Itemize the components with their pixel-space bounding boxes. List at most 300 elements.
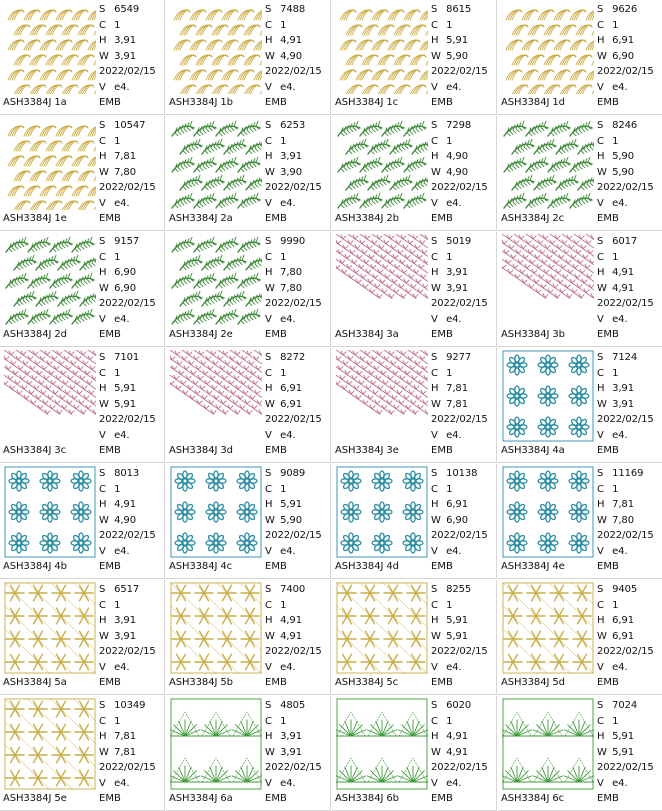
file-format: EMB (431, 793, 453, 804)
color-count: C 1 (265, 19, 287, 31)
design-filename: ASH3384J 4a (501, 445, 565, 456)
design-thumbnail[interactable] (502, 350, 594, 442)
design-filename: ASH3384J 3e (335, 445, 399, 456)
design-thumbnail[interactable] (336, 350, 428, 442)
design-thumbnail[interactable] (336, 698, 428, 790)
design-thumbnail[interactable] (336, 582, 428, 674)
design-metadata (265, 234, 329, 328)
design-width: W 3,91 (431, 282, 468, 294)
format-version: V e4. (597, 777, 628, 789)
color-count: C 1 (99, 135, 121, 147)
design-thumbnail[interactable] (4, 2, 96, 94)
format-version: V e4. (99, 777, 130, 789)
design-thumbnail[interactable] (170, 118, 262, 210)
format-version: V e4. (431, 81, 462, 93)
design-width: W 6,90 (597, 50, 634, 62)
color-count: C 1 (597, 19, 619, 31)
design-tile-4[interactable] (0, 116, 165, 231)
format-version: V e4. (99, 661, 130, 673)
design-date: 2022/02/15 (99, 66, 156, 78)
design-tile-16[interactable] (0, 464, 165, 579)
design-width: W 5,91 (597, 746, 634, 758)
color-count: C 1 (99, 251, 121, 263)
design-metadata (265, 350, 329, 444)
design-filename: ASH3384J 5d (501, 677, 565, 688)
design-tile-17[interactable] (166, 464, 331, 579)
design-metadata (265, 582, 329, 676)
design-thumbnail[interactable] (4, 698, 96, 790)
design-thumbnail[interactable] (4, 118, 96, 210)
design-filename: ASH3384J 5c (335, 677, 399, 688)
design-date: 2022/02/15 (99, 298, 156, 310)
design-metadata (431, 234, 495, 328)
design-tile-6[interactable] (332, 116, 497, 231)
design-metadata (597, 466, 661, 560)
stitch-count: S 8272 (265, 352, 306, 363)
stitch-count: S 9089 (265, 468, 306, 479)
color-count: C 1 (99, 483, 121, 495)
design-width: W 3,91 (99, 630, 136, 642)
design-tile-27[interactable] (498, 696, 662, 811)
design-thumbnail[interactable] (336, 2, 428, 94)
design-width: W 6,90 (431, 514, 468, 526)
design-tile-0[interactable] (0, 0, 165, 115)
design-date: 2022/02/15 (99, 414, 156, 426)
format-version: V e4. (431, 197, 462, 209)
design-thumbnail[interactable] (4, 350, 96, 442)
design-thumbnail[interactable] (170, 698, 262, 790)
design-date: 2022/02/15 (597, 762, 654, 774)
pattern-swirl-graphic (4, 2, 96, 94)
design-date: 2022/02/15 (597, 298, 654, 310)
design-width: W 5,90 (265, 514, 302, 526)
design-thumbnail[interactable] (4, 234, 96, 326)
design-metadata (431, 350, 495, 444)
color-count: C 1 (265, 599, 287, 611)
design-tile-14[interactable] (332, 348, 497, 463)
design-tile-18[interactable] (332, 464, 497, 579)
design-thumbnail[interactable] (502, 2, 594, 94)
file-format: EMB (597, 445, 619, 456)
file-format: EMB (431, 329, 453, 340)
design-width: W 3,91 (265, 746, 302, 758)
pattern-star-graphic (502, 582, 594, 674)
design-filename: ASH3384J 2d (3, 329, 67, 340)
file-format: EMB (265, 561, 287, 572)
design-thumbnail[interactable] (502, 582, 594, 674)
pattern-star-graphic (4, 698, 96, 790)
design-date: 2022/02/15 (99, 530, 156, 542)
design-tile-8[interactable] (0, 232, 165, 347)
pattern-leaf-graphic (170, 118, 262, 210)
file-format: EMB (431, 677, 453, 688)
pattern-leaf-graphic (170, 234, 262, 326)
design-filename: ASH3384J 5e (3, 793, 67, 804)
design-height: H 5,91 (265, 499, 302, 511)
pattern-fan-graphic (336, 698, 428, 790)
design-metadata (99, 234, 163, 328)
stitch-count: S 7488 (265, 4, 306, 15)
format-version: V e4. (597, 81, 628, 93)
stitch-count: S 8246 (597, 120, 638, 131)
design-thumbnail[interactable] (4, 466, 96, 558)
design-thumbnail[interactable] (336, 234, 428, 326)
design-tile-19[interactable] (498, 464, 662, 579)
design-tile-7[interactable] (498, 116, 662, 231)
pattern-pine-graphic (170, 350, 262, 442)
design-thumbnail[interactable] (170, 582, 262, 674)
stitch-count: S 8615 (431, 4, 472, 15)
design-date: 2022/02/15 (597, 66, 654, 78)
format-version: V e4. (265, 197, 296, 209)
file-format: EMB (597, 97, 619, 108)
design-tile-5[interactable] (166, 116, 331, 231)
design-filename: ASH3384J 6c (501, 793, 565, 804)
design-thumbnail[interactable] (170, 466, 262, 558)
design-date: 2022/02/15 (431, 298, 488, 310)
design-thumbnail[interactable] (336, 466, 428, 558)
design-height: H 5,91 (431, 35, 468, 47)
pattern-swirl-graphic (502, 2, 594, 94)
design-metadata (431, 582, 495, 676)
design-width: W 5,91 (431, 630, 468, 642)
stitch-count: S 7124 (597, 352, 638, 363)
format-version: V e4. (99, 81, 130, 93)
pattern-pine-graphic (336, 350, 428, 442)
design-tile-24[interactable] (0, 696, 165, 811)
color-count: C 1 (431, 367, 453, 379)
color-count: C 1 (265, 483, 287, 495)
format-version: V e4. (265, 313, 296, 325)
design-metadata (431, 118, 495, 212)
file-format: EMB (265, 445, 287, 456)
stitch-count: S 11169 (597, 468, 644, 479)
format-version: V e4. (431, 313, 462, 325)
design-metadata (265, 118, 329, 212)
design-tile-1[interactable] (166, 0, 331, 115)
stitch-count: S 9157 (99, 236, 140, 247)
file-format: EMB (431, 97, 453, 108)
design-tile-12[interactable] (0, 348, 165, 463)
design-width: W 7,80 (265, 282, 302, 294)
design-tile-2[interactable] (332, 0, 497, 115)
design-date: 2022/02/15 (265, 298, 322, 310)
design-filename: ASH3384J 1e (3, 213, 67, 224)
design-metadata (265, 698, 329, 792)
pattern-swirl-graphic (336, 2, 428, 94)
stitch-count: S 7101 (99, 352, 140, 363)
design-thumbnail[interactable] (170, 234, 262, 326)
stitch-count: S 10138 (431, 468, 478, 479)
design-height: H 3,91 (431, 267, 468, 279)
color-count: C 1 (597, 483, 619, 495)
format-version: V e4. (597, 545, 628, 557)
format-version: V e4. (431, 545, 462, 557)
design-height: H 5,91 (99, 383, 136, 395)
pattern-star-graphic (336, 582, 428, 674)
design-width: W 7,80 (99, 166, 136, 178)
design-height: H 3,91 (265, 731, 302, 743)
design-filename: ASH3384J 1c (335, 97, 399, 108)
color-count: C 1 (99, 367, 121, 379)
file-format: EMB (431, 561, 453, 572)
file-format: EMB (597, 793, 619, 804)
design-height: H 5,90 (597, 151, 634, 163)
design-date: 2022/02/15 (265, 762, 322, 774)
pattern-pine-graphic (502, 234, 594, 326)
design-width: W 3,91 (597, 398, 634, 410)
design-date: 2022/02/15 (99, 762, 156, 774)
design-height: H 3,91 (265, 151, 302, 163)
color-count: C 1 (99, 599, 121, 611)
format-version: V e4. (99, 197, 130, 209)
design-filename: ASH3384J 3d (169, 445, 233, 456)
design-tile-21[interactable] (166, 580, 331, 695)
color-count: C 1 (431, 715, 453, 727)
design-height: H 7,80 (265, 267, 302, 279)
design-metadata (99, 466, 163, 560)
color-count: C 1 (265, 367, 287, 379)
file-format: EMB (99, 445, 121, 456)
design-filename: ASH3384J 6b (335, 793, 399, 804)
color-count: C 1 (431, 251, 453, 263)
pattern-swirl-graphic (170, 2, 262, 94)
design-width: W 5,90 (597, 166, 634, 178)
design-filename: ASH3384J 6a (169, 793, 233, 804)
design-metadata (99, 698, 163, 792)
format-version: V e4. (597, 313, 628, 325)
design-tile-22[interactable] (332, 580, 497, 695)
design-date: 2022/02/15 (265, 182, 322, 194)
format-version: V e4. (265, 429, 296, 441)
design-thumbnail[interactable] (170, 350, 262, 442)
format-version: V e4. (597, 661, 628, 673)
stitch-count: S 5019 (431, 236, 472, 247)
format-version: V e4. (431, 661, 462, 673)
stitch-count: S 9626 (597, 4, 638, 15)
color-count: C 1 (265, 715, 287, 727)
stitch-count: S 7400 (265, 584, 306, 595)
design-metadata (99, 2, 163, 96)
design-metadata (597, 234, 661, 328)
design-metadata (99, 582, 163, 676)
design-width: W 4,90 (99, 514, 136, 526)
design-thumbnail[interactable] (502, 118, 594, 210)
design-date: 2022/02/15 (597, 414, 654, 426)
design-width: W 4,90 (265, 50, 302, 62)
pattern-leaf-graphic (4, 234, 96, 326)
design-filename: ASH3384J 2e (169, 329, 233, 340)
pattern-fan-graphic (502, 698, 594, 790)
stitch-count: S 10349 (99, 700, 146, 711)
design-metadata (265, 2, 329, 96)
file-format: EMB (597, 561, 619, 572)
design-filename: ASH3384J 1b (169, 97, 233, 108)
design-height: H 4,91 (597, 267, 634, 279)
design-metadata (431, 2, 495, 96)
design-date: 2022/02/15 (265, 530, 322, 542)
design-filename: ASH3384J 4b (3, 561, 67, 572)
stitch-count: S 7298 (431, 120, 472, 131)
design-metadata (431, 698, 495, 792)
design-thumbnail[interactable] (502, 234, 594, 326)
design-width: W 4,90 (431, 166, 468, 178)
file-format: EMB (597, 329, 619, 340)
design-tile-23[interactable] (498, 580, 662, 695)
pattern-floral-graphic (502, 466, 594, 558)
design-filename: ASH3384J 4d (335, 561, 399, 572)
design-tile-11[interactable] (498, 232, 662, 347)
design-height: H 6,91 (265, 383, 302, 395)
design-tile-20[interactable] (0, 580, 165, 695)
format-version: V e4. (431, 429, 462, 441)
design-date: 2022/02/15 (99, 182, 156, 194)
file-format: EMB (431, 213, 453, 224)
stitch-count: S 6517 (99, 584, 140, 595)
design-height: H 4,91 (99, 499, 136, 511)
design-thumbnail[interactable] (336, 118, 428, 210)
color-count: C 1 (99, 19, 121, 31)
design-filename: ASH3384J 2a (169, 213, 233, 224)
file-format: EMB (265, 329, 287, 340)
pattern-floral-graphic (502, 350, 594, 442)
color-count: C 1 (597, 367, 619, 379)
design-date: 2022/02/15 (431, 182, 488, 194)
design-height: H 5,91 (597, 731, 634, 743)
design-height: H 7,81 (431, 383, 468, 395)
design-metadata (99, 350, 163, 444)
design-tile-9[interactable] (166, 232, 331, 347)
design-thumbnail[interactable] (502, 698, 594, 790)
design-height: H 6,91 (597, 615, 634, 627)
color-count: C 1 (431, 135, 453, 147)
design-metadata (597, 2, 661, 96)
design-metadata (99, 118, 163, 212)
format-version: V e4. (265, 777, 296, 789)
stitch-count: S 8255 (431, 584, 472, 595)
design-filename: ASH3384J 3a (335, 329, 399, 340)
pattern-pine-graphic (336, 234, 428, 326)
format-version: V e4. (431, 777, 462, 789)
design-filename: ASH3384J 1a (3, 97, 67, 108)
design-width: W 6,90 (99, 282, 136, 294)
design-width: W 4,91 (597, 282, 634, 294)
format-version: V e4. (99, 429, 130, 441)
pattern-leaf-graphic (336, 118, 428, 210)
design-height: H 4,90 (431, 151, 468, 163)
color-count: C 1 (431, 483, 453, 495)
file-format: EMB (265, 793, 287, 804)
design-date: 2022/02/15 (431, 66, 488, 78)
design-height: H 4,91 (265, 35, 302, 47)
design-tile-25[interactable] (166, 696, 331, 811)
design-metadata (431, 466, 495, 560)
color-count: C 1 (431, 599, 453, 611)
pattern-swirl-graphic (4, 118, 96, 210)
design-filename: ASH3384J 1d (501, 97, 565, 108)
design-date: 2022/02/15 (597, 646, 654, 658)
design-filename: ASH3384J 3c (3, 445, 67, 456)
file-format: EMB (597, 213, 619, 224)
design-width: W 5,90 (431, 50, 468, 62)
pattern-floral-graphic (336, 466, 428, 558)
file-format: EMB (265, 213, 287, 224)
design-date: 2022/02/15 (597, 182, 654, 194)
design-width: W 6,91 (597, 630, 634, 642)
design-height: H 4,91 (431, 731, 468, 743)
design-height: H 7,81 (99, 151, 136, 163)
stitch-count: S 10547 (99, 120, 146, 131)
file-format: EMB (597, 677, 619, 688)
design-width: W 4,91 (431, 746, 468, 758)
format-version: V e4. (265, 81, 296, 93)
design-filename: ASH3384J 3b (501, 329, 565, 340)
design-thumbnail[interactable] (170, 2, 262, 94)
design-date: 2022/02/15 (431, 762, 488, 774)
file-format: EMB (99, 561, 121, 572)
design-thumbnail[interactable] (502, 466, 594, 558)
design-date: 2022/02/15 (431, 414, 488, 426)
design-tile-3[interactable] (498, 0, 662, 115)
file-format: EMB (265, 677, 287, 688)
format-version: V e4. (597, 197, 628, 209)
file-format: EMB (99, 677, 121, 688)
design-metadata (597, 582, 661, 676)
design-height: H 3,91 (597, 383, 634, 395)
design-width: W 3,91 (99, 50, 136, 62)
design-tile-13[interactable] (166, 348, 331, 463)
design-width: W 7,80 (597, 514, 634, 526)
design-filename: ASH3384J 5b (169, 677, 233, 688)
stitch-count: S 9277 (431, 352, 472, 363)
design-date: 2022/02/15 (265, 66, 322, 78)
design-height: H 6,90 (99, 267, 136, 279)
format-version: V e4. (99, 313, 130, 325)
design-metadata (597, 698, 661, 792)
format-version: V e4. (597, 429, 628, 441)
design-date: 2022/02/15 (431, 530, 488, 542)
pattern-floral-graphic (4, 466, 96, 558)
design-date: 2022/02/15 (99, 646, 156, 658)
design-tile-26[interactable] (332, 696, 497, 811)
design-height: H 6,91 (597, 35, 634, 47)
color-count: C 1 (597, 251, 619, 263)
file-format: EMB (265, 97, 287, 108)
design-filename: ASH3384J 2c (501, 213, 565, 224)
stitch-count: S 7024 (597, 700, 638, 711)
design-metadata (597, 118, 661, 212)
file-format: EMB (99, 329, 121, 340)
stitch-count: S 6549 (99, 4, 140, 15)
stitch-count: S 9405 (597, 584, 638, 595)
format-version: V e4. (99, 545, 130, 557)
design-height: H 3,91 (99, 35, 136, 47)
color-count: C 1 (99, 715, 121, 727)
design-tile-10[interactable] (332, 232, 497, 347)
design-thumbnail[interactable] (4, 582, 96, 674)
pattern-star-graphic (170, 582, 262, 674)
color-count: C 1 (265, 135, 287, 147)
pattern-star-graphic (4, 582, 96, 674)
color-count: C 1 (597, 599, 619, 611)
file-format: EMB (99, 793, 121, 804)
design-height: H 5,91 (431, 615, 468, 627)
design-width: W 4,91 (265, 630, 302, 642)
stitch-count: S 6020 (431, 700, 472, 711)
color-count: C 1 (597, 135, 619, 147)
design-filename: ASH3384J 4c (169, 561, 233, 572)
design-tile-15[interactable] (498, 348, 662, 463)
